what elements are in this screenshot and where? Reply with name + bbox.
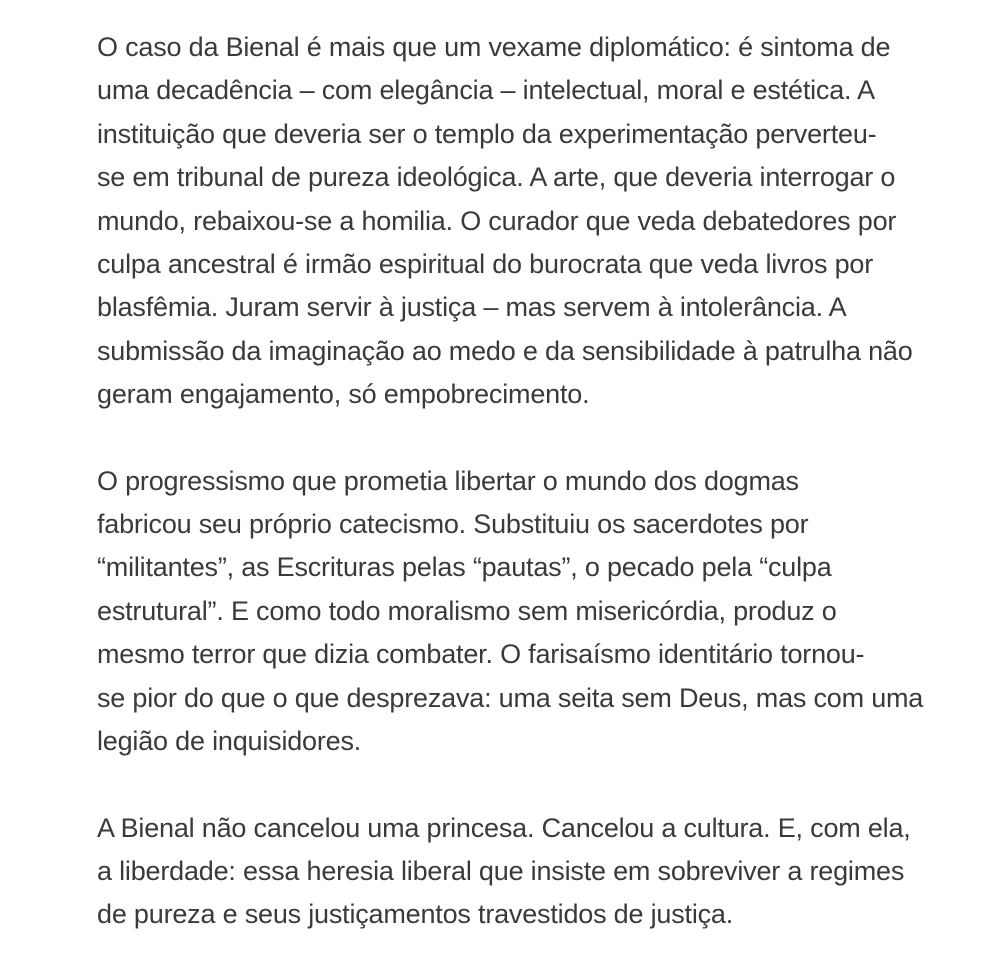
paragraph-3 — [97, 807, 937, 937]
text-line: blasfêmia. Juram servir à justiça – mas servem à intolerância. A — [97, 292, 847, 323]
text-line: culpa ancestral é irmão espiritual do burocrata que veda livros por — [97, 249, 874, 280]
text-line: mesmo terror que dizia combater. O farisaísmo identitário tornou- — [97, 639, 865, 670]
text-line: “militantes”, as Escrituras pelas “pautas”, o pecado pela “culpa — [97, 552, 832, 583]
text-line: O progressismo que prometia libertar o mundo dos dogmas — [97, 465, 799, 496]
paragraph-2 — [97, 460, 937, 764]
text-line: geram engajamento, só empobrecimento. — [97, 379, 590, 410]
text-line: O caso da Bienal é mais que um vexame diplomático: é sintoma de — [97, 32, 891, 62]
text-line: a liberdade: essa heresia liberal que insiste em sobreviver a regimes — [97, 855, 905, 886]
text-line: A Bienal não cancelou uma princesa. Cancelou a cultura. E, com ela, — [97, 812, 911, 843]
text-line: estrutural”. E como todo moralismo sem misericórdia, produz o — [97, 595, 837, 626]
text-line: instituição que deveria ser o templo da experimentação perverteu- — [97, 118, 877, 149]
text-line: de pureza e seus justiçamentos travestidos de justiça. — [97, 899, 734, 930]
text-line: se em tribunal de pureza ideológica. A arte, que deveria interrogar o — [97, 162, 896, 193]
text-line: submissão da imaginação ao medo e da sensibilidade à patrulha não — [97, 335, 913, 366]
text-line: legião de inquisidores. — [97, 726, 362, 757]
paragraph-1 — [97, 26, 937, 417]
text-line: se pior do que o que desprezava: uma seita sem Deus, mas com uma — [97, 682, 924, 713]
text-line: fabricou seu próprio catecismo. Substituiu os sacerdotes por — [97, 509, 809, 540]
text-line: uma decadência – com elegância – intelectual, moral e estética. A — [97, 75, 875, 106]
text-line: mundo, rebaixou-se a homilia. O curador que veda debatedores por — [97, 205, 897, 236]
